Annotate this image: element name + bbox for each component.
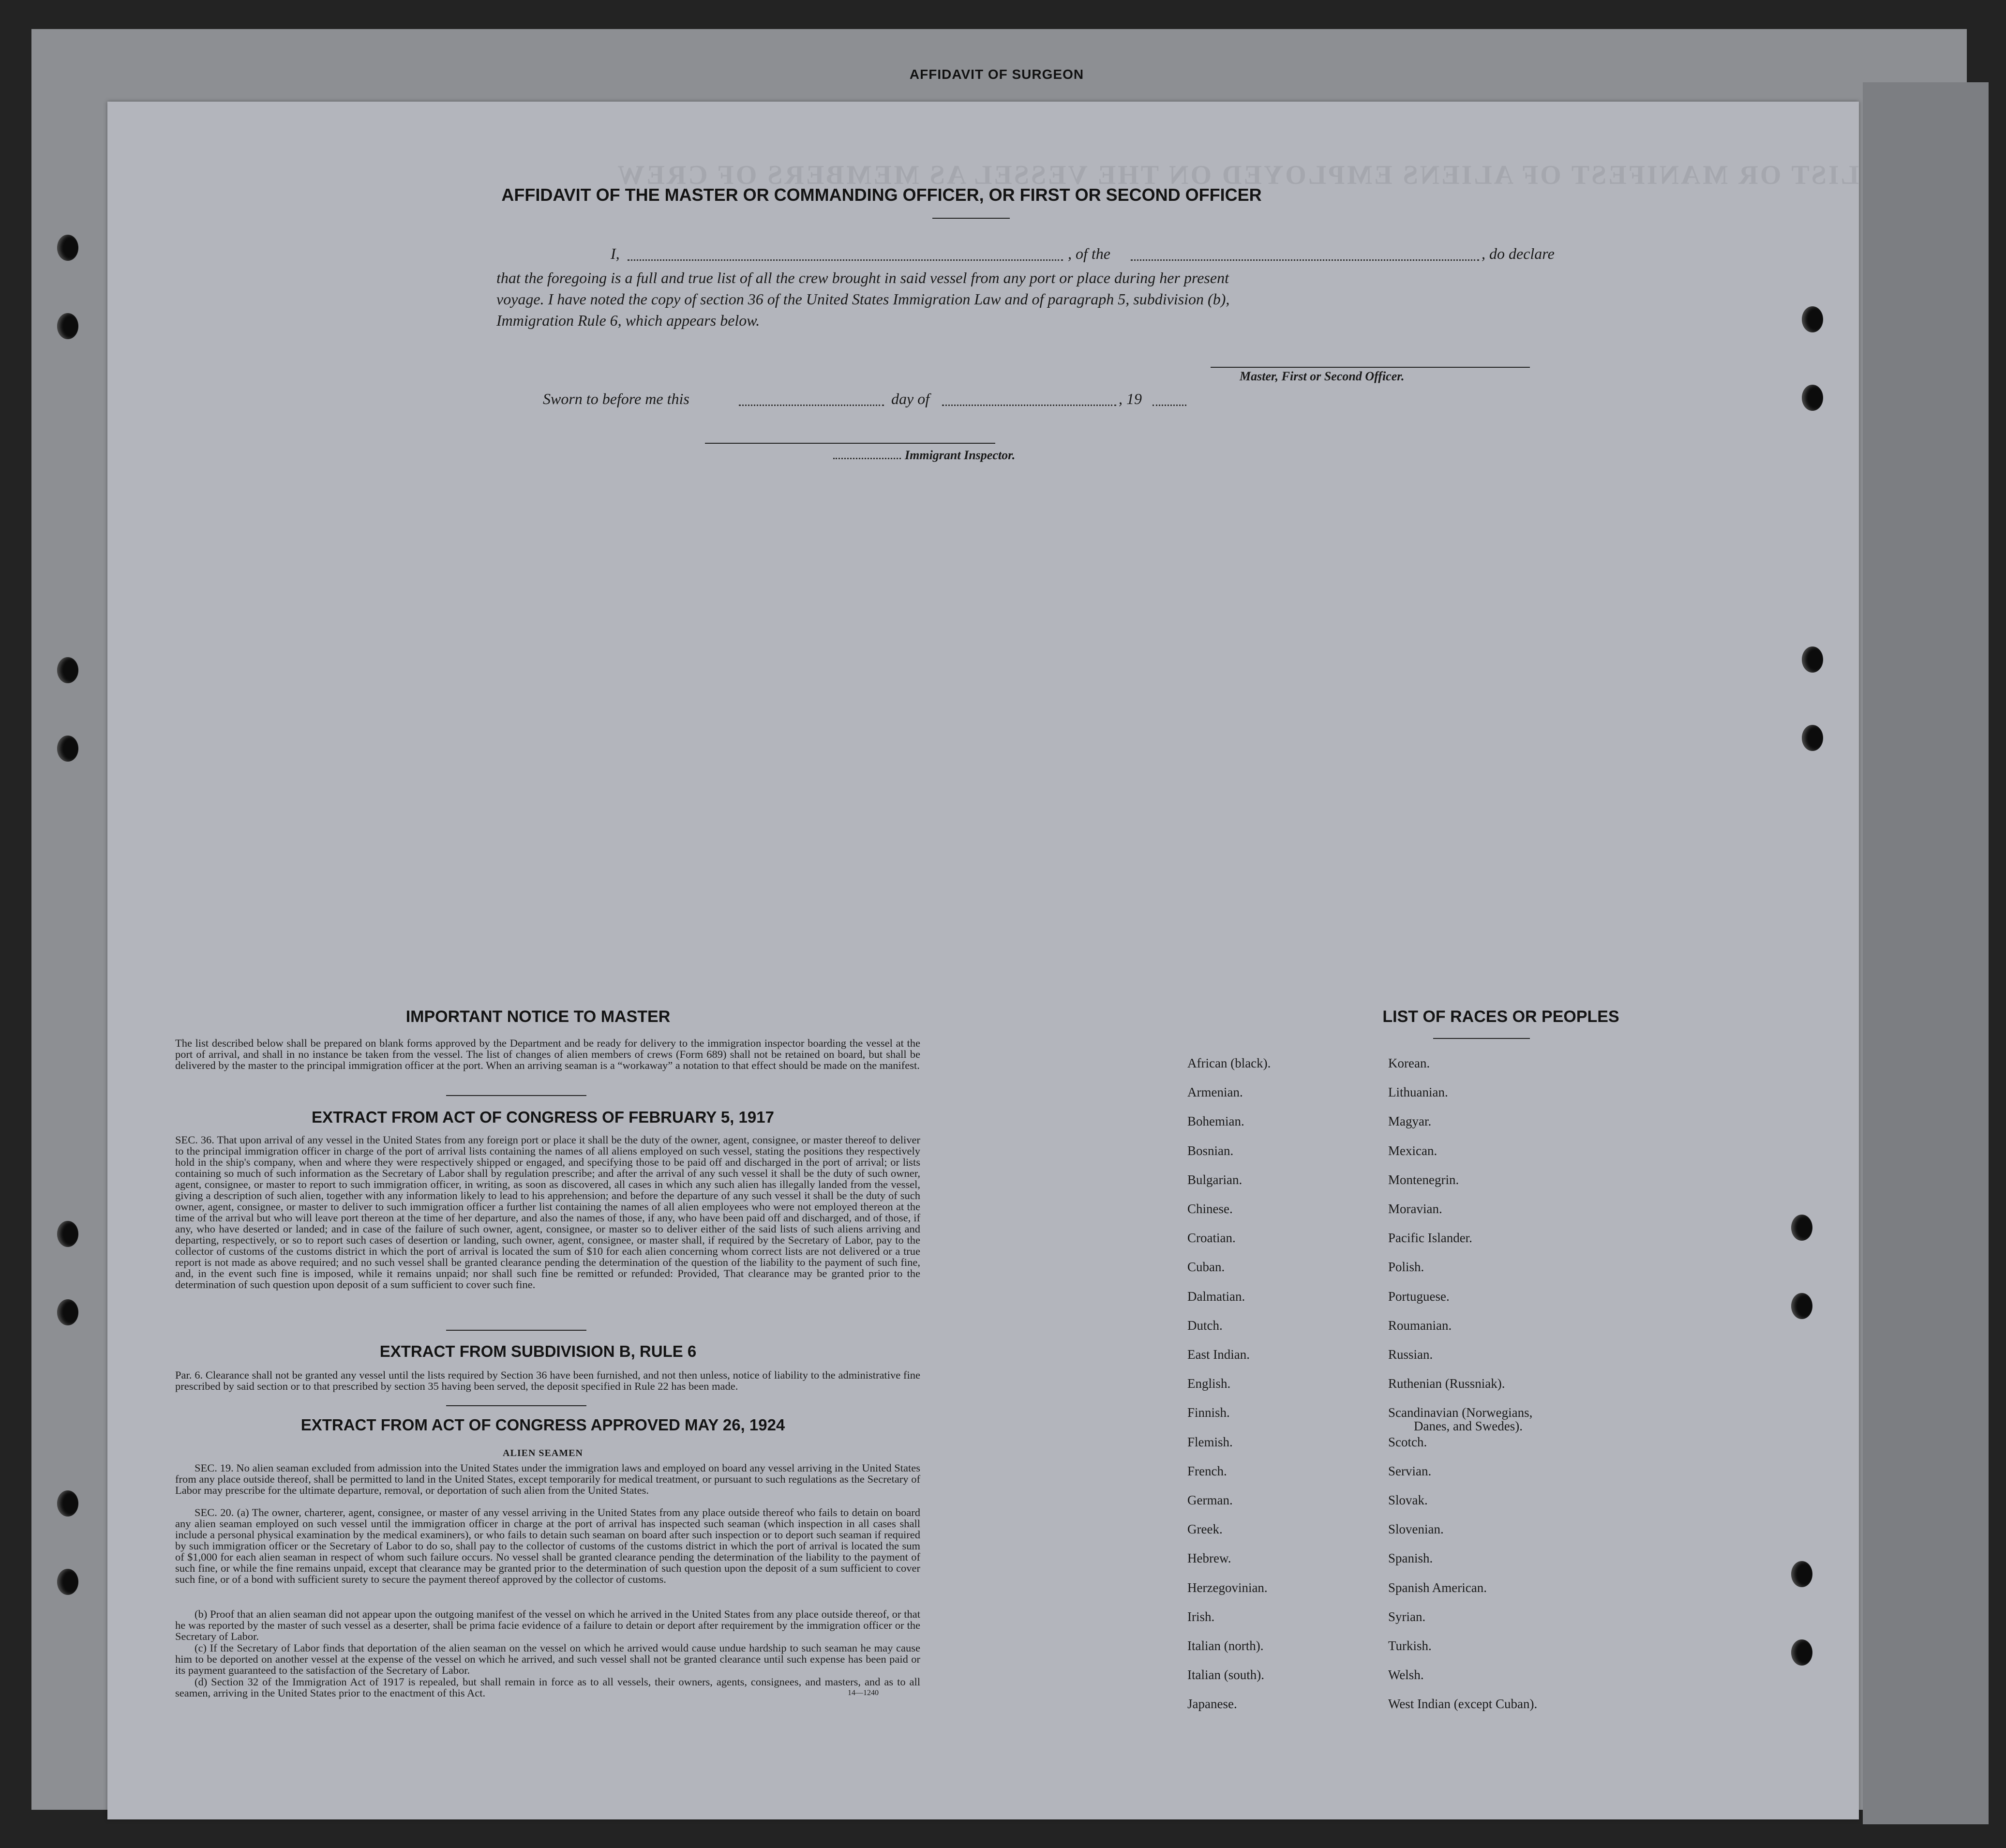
race-item: Moravian. [1388,1202,1442,1216]
race-item: Slovenian. [1388,1522,1444,1537]
race-item: Montenegrin. [1388,1172,1459,1187]
race-item: Irish. [1187,1609,1215,1624]
affidavit-line4: Immigration Rule 6, which appears below. [496,312,760,329]
race-item: Slovak. [1388,1493,1428,1507]
binder-hole [1791,1293,1812,1319]
binder-hole [1802,306,1823,332]
race-item: Japanese. [1187,1697,1237,1712]
notice-title: IMPORTANT NOTICE TO MASTER [405,1007,671,1026]
affidavit-line3: voyage. I have noted the copy of section 36 of the United States Immigration Law and of paragraph 5, subdivision (b), [496,290,1230,308]
race-item: Bulgarian. [1187,1172,1243,1187]
race-item: Herzegovinian. [1187,1580,1268,1595]
binder-hole [57,736,78,762]
race-item: Italian (north). [1187,1638,1264,1653]
races-title-rule [1433,1038,1530,1039]
race-item: Danes, and Swedes). [1414,1419,1523,1434]
race-item: Turkish. [1388,1638,1432,1653]
race-item: African (black). [1187,1056,1271,1070]
inspector-dots [833,458,901,459]
inspector-signature-line [705,443,995,444]
race-item: Ruthenian (Russniak). [1388,1376,1505,1391]
affidavit-of-the: , of the [1068,245,1110,262]
race-item: Mexican. [1388,1143,1437,1158]
race-item: Portuguese. [1388,1289,1450,1304]
affidavit-line1 [591,245,1573,264]
master-signature-label: Master, First or Second Officer. [1240,369,1405,383]
year-label: , 19 [1119,390,1142,407]
extract-1917-text: SEC. 36. That upon arrival of any vessel in the United States from any foreign port or place it shall be the duty of the owner, agent, consignee, or master thereof to deliver to the principal immigration officer in charge of the port of arrival lists containing the names of all aliens employed on such vessel, stating the positions they respectively hold in the ship's company, when and where they were respectively shipped or engaged, and specifying those to be paid off and discharged in the port of arrival; or lists containing so much of such information as the Secretary of Labor shall by regulation prescribe; and after the arrival of any such vessel it shall be the duty of such owner, agent, consignee, or master to report to such immigration officer, in writing, as soon as discovered, all cases in which any such alien has illegally landed from the vessel, giving a description of such alien, together with any information likely to lead to his apprehension; and before the departure of any such vessel it shall be the duty of such owner, agent, consignee, or master to deliver to such immigration officer a further list containing the names of all alien employees who were not employed thereon at the time of the arrival but who will leave port thereon at the time of her departure, and also the names of those, if any, who have been paid off and discharged, and of those, if any, who have deserted or landed; and in case of the failure of such owner, agent, consignee, or master so to deliver either of the said lists of such aliens arriving and departing, respectively, or so to report such cases of desertion or landing, such owner, agent, consignee, or master shall, if required by the Secretary of Labor, pay to the collector of customs of the customs district in which the port of arrival is located the sum of $10 for each alien concerning whom correct lists are not delivered or a true report is not made as above required; and no such vessel shall be granted clearance pending the determination of the question of the liability to the payment of such fine, and, in the event such fine is imposed, while it remains unpaid; nor shall such fine be remitted or refunded: Provided, That clearance may be granted prior to the determination of such question upon deposit of a sum sufficient to cover such fine. [175,1134,920,1291]
race-item: East Indian. [1187,1347,1250,1362]
race-item: Dutch. [1187,1318,1223,1333]
race-item: Pacific Islander. [1388,1231,1472,1246]
race-item: Roumanian. [1388,1318,1452,1333]
binder-hole [1791,1639,1812,1666]
sec20a-text: SEC. 20. (a) The owner, charterer, agent, consignee, or master of any vessel arriving in the United States from any place outside thereof who fails to detain on board any alien seaman employed on such vessel until the immigration officer in charge at the port of arrival has inspected such seaman (which inspection in all cases shall include a personal physical examination by the medical examiners), or who fails to detain such seaman on board after such inspection or to deport such seaman if required by such immigration officer or the Secretary of Labor to do so, shall pay to the collector of customs of the customs district in which the port of arrival is located the sum of $1,000 for each alien seaman in respect of whom such failure occurs. No vessel shall be granted clearance pending the determination of the liability to the payment of such fine, or while the fine remains unpaid, except that clearance may be granted prior to the determination of such question upon the deposit of a sum sufficient to cover such fine, or of a bond with sufficient surety to secure the payment thereof approved by the collector of customs. [175,1506,920,1585]
bleed-through-title: LIST OR MANIFEST OF ALIENS EMPLOYED ON THE VESSEL AS MEMBERS OF CREW [615,160,1859,190]
binder-hole [57,1569,78,1595]
binder-hole [1802,385,1823,411]
name-blank [628,259,1063,261]
race-item: Armenian. [1187,1085,1243,1100]
race-item: Greek. [1187,1522,1223,1537]
affidavit-title-rule [932,218,1010,219]
race-item: Spanish. [1388,1551,1433,1566]
binder-hole [57,235,78,261]
race-item: Italian (south). [1187,1668,1264,1683]
notice-text: The list described below shall be prepared on blank forms approved by the Department and be ready for delivery to the immigration inspector boarding the vessel at the port of arrival, and shall in no instance be taken from the vessel. The list of changes of alien members of crews (Form 689) shall not be retained on board, but shall be delivered by the master to the principal immigration officer at the port. When an arriving seaman is a “workaway” a notation to that effect should be made on the manifest. [175,1037,920,1071]
binder-hole [57,1221,78,1247]
top-header: AFFIDAVIT OF SURGEON [909,67,1084,82]
race-item: Hebrew. [1187,1551,1231,1566]
race-item: Cuban. [1187,1260,1225,1275]
affidavit-i: I, [611,245,620,262]
race-item: Syrian. [1388,1609,1426,1624]
binder-hole [1791,1561,1812,1587]
sworn-day-blank [739,405,884,406]
race-item: English. [1187,1376,1231,1391]
extract-rule6-text: Par. 6. Clearance shall not be granted any vessel until the lists required by Section 36 have been furnished, and not then unless, notice of liability to the administrative fine prescribed by said section or to that prescribed by section 35 having been served, the deposit specified in Rule 22 has been made. [175,1369,920,1392]
section-divider-3 [446,1405,586,1406]
race-item: Servian. [1388,1463,1432,1478]
sec20d-text: (d) Section 32 of the Immigration Act of 1917 is repealed, but shall remain in force as to all vessels, their owners, agents, consignees, and masters, and as to all seamen, arriving in the United States prior to the enactment of this Act. [175,1676,920,1699]
form-page [107,102,1859,1819]
binder-hole [57,1490,78,1517]
race-item: Polish. [1388,1260,1424,1275]
extract-rule6-title: EXTRACT FROM SUBDIVISION B, RULE 6 [379,1342,697,1360]
master-signature-line [1211,367,1530,368]
back-sheet-edge [1863,82,1989,1824]
race-item: Bohemian. [1187,1114,1244,1129]
race-item: Russian. [1388,1347,1433,1362]
extract-1924-title: EXTRACT FROM ACT OF CONGRESS APPROVED MAY 26, 1924 [300,1416,785,1434]
race-item: West Indian (except Cuban). [1388,1697,1538,1712]
race-item: Scotch. [1388,1434,1427,1449]
section-divider-1 [446,1095,586,1096]
sworn-label: Sworn to before me this [543,390,689,407]
race-item: Welsh. [1388,1668,1424,1683]
affidavit-declare: , do declare [1482,245,1555,262]
race-item: Bosnian. [1187,1143,1234,1158]
binder-hole [57,657,78,683]
binder-hole [1802,646,1823,673]
race-item: German. [1187,1493,1233,1507]
race-item: Lithuanian. [1388,1085,1448,1100]
form-number: 14—1240 [848,1689,879,1697]
binder-hole [1791,1215,1812,1241]
race-item: Scandinavian (Norwegians, [1388,1405,1533,1420]
sworn-line [543,390,1317,409]
race-item: Flemish. [1187,1434,1233,1449]
races-title: LIST OF RACES OR PEOPLES [1382,1007,1619,1026]
binder-hole [1802,725,1823,751]
vessel-blank [1131,259,1479,261]
day-of-label: day of [891,390,930,407]
affidavit-line2: that the foregoing is a full and true list of all the crew brought in said vessel from any port or place during her present [496,269,1229,286]
race-item: Magyar. [1388,1114,1432,1129]
race-item: Chinese. [1187,1202,1233,1216]
section-divider-2 [446,1330,586,1331]
alien-seamen-subtitle: ALIEN SEAMEN [503,1448,583,1458]
extract-1917-title: EXTRACT FROM ACT OF CONGRESS OF FEBRUARY 5, 1917 [312,1108,774,1126]
sworn-month-blank [942,405,1116,406]
race-item: Spanish American. [1388,1580,1487,1595]
inspector-label: Immigrant Inspector. [905,448,1016,462]
sec20c-text: (c) If the Secretary of Labor finds that deportation of the alien seaman on the vessel on which he arrived would cause undue hardship to such seaman he may cause him to be deported on another vessel at the expense of the vessel on which he arrived, and such vessel shall not be granted clearance until such expense has been paid or its payment guaranteed to the satisfaction of the Secretary of Labor. [175,1642,920,1676]
race-item: Croatian. [1187,1231,1236,1246]
binder-hole [57,313,78,339]
race-item: Dalmatian. [1187,1289,1245,1304]
affidavit-title: AFFIDAVIT OF THE MASTER OR COMMANDING OFFICER, OR FIRST OR SECOND OFFICER [501,185,1262,205]
sec19-text: SEC. 19. No alien seaman excluded from admission into the United States under the immigration laws and employed on board any vessel arriving in the United States from any place outside thereof, shall be permitted to land in the United States, except temporarily for medical treatment, or pursuant to such regulations as the Secretary of Labor may prescribe for the ultimate departure, removal, or deportation of such alien from the United States. [175,1462,920,1496]
binder-hole [57,1299,78,1325]
sec20b-text: (b) Proof that an alien seaman did not appear upon the outgoing manifest of the vessel on which he arrived in the United States from any place outside thereof, or that he was reported by the master of such vessel as a deserter, shall be prima facie evidence of a failure to detain or deport after requirement by the immigration officer or the Secretary of Labor. [175,1608,920,1642]
race-item: Korean. [1388,1056,1430,1070]
sworn-year-blank [1153,405,1186,406]
race-item: French. [1187,1463,1227,1478]
race-item: Finnish. [1187,1405,1230,1420]
